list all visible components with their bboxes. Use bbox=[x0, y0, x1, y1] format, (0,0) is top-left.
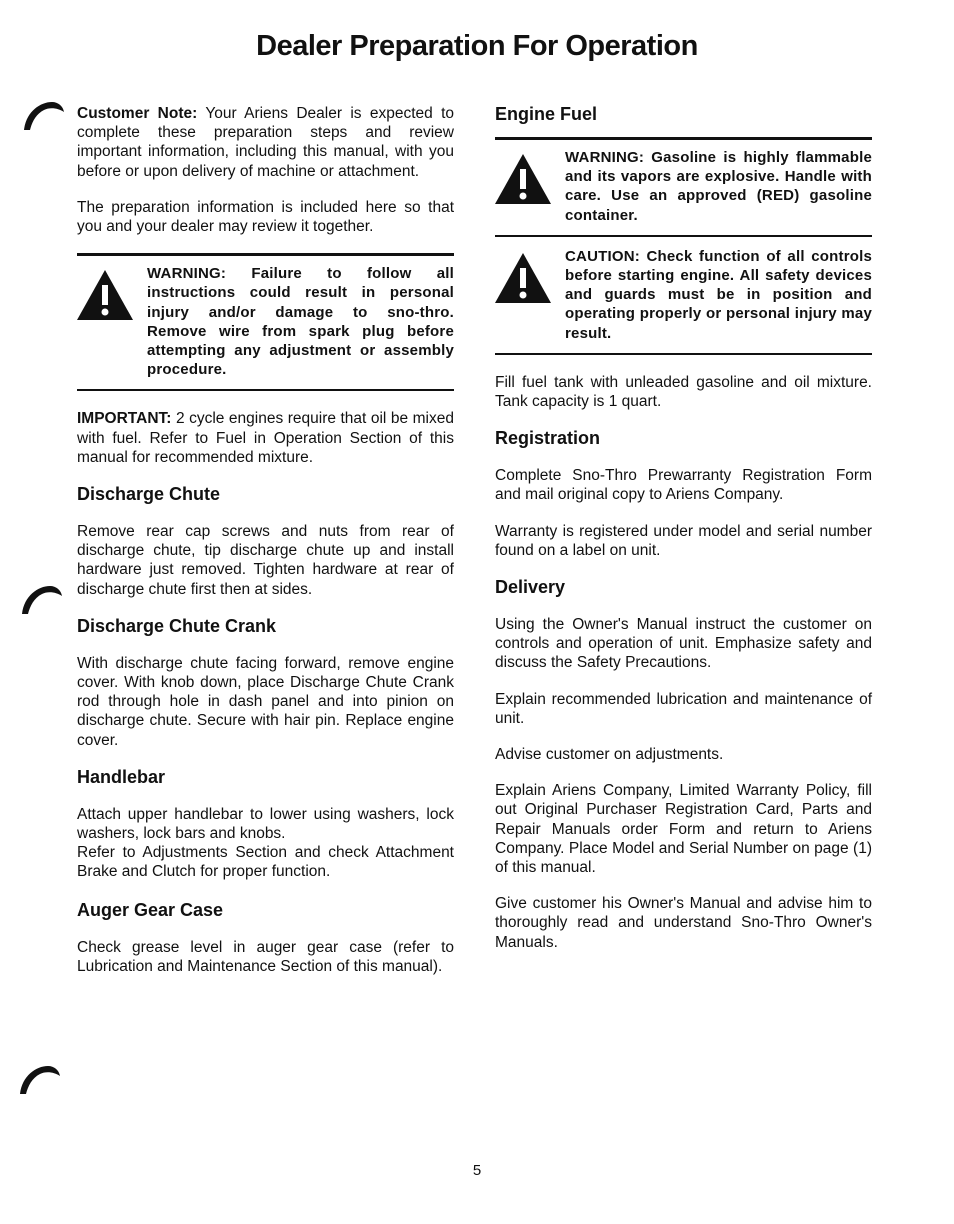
warning-triangle-icon bbox=[495, 247, 565, 308]
delivery-text-2: Explain recommended lubrication and maintenance of unit. bbox=[495, 690, 872, 727]
prep-info-paragraph: The preparation information is included here so that you and your dealer may review it together. bbox=[77, 198, 454, 236]
handlebar-text-1: Attach upper handlebar to lower using washers, lock washers, lock bars and knobs. bbox=[77, 805, 454, 843]
left-column bbox=[77, 104, 454, 993]
handlebar-text bbox=[77, 805, 454, 882]
page-title: Dealer Preparation For Operation bbox=[256, 30, 698, 62]
delivery-text-4: Explain Ariens Company, Limited Warranty Policy, fill out Original Purchaser Registration Card, Parts and Repair Manuals order Form and return to Ariens Company. Place Model and Serial Number on page (1) of this manual. bbox=[495, 782, 872, 877]
auger-gear-case-heading: Auger Gear Case bbox=[77, 899, 224, 920]
binder-mark-icon bbox=[18, 1062, 62, 1096]
warning-triangle-icon bbox=[495, 148, 565, 209]
page-number: 5 bbox=[472, 1162, 482, 1179]
fuel-warning-box bbox=[495, 137, 872, 235]
registration-text-1: Complete Sno-Thro Prewarranty Registration Form and mail original copy to Ariens Company. bbox=[495, 467, 872, 504]
discharge-chute-text: Remove rear cap screws and nuts from rear of discharge chute, tip discharge chute up and install hardware just removed. Tighten hardware at rear of discharge chute first then at sides. bbox=[77, 523, 454, 598]
discharge-chute-crank-heading: Discharge Chute Crank bbox=[77, 615, 277, 636]
registration-text-2: Warranty is registered under model and serial number found on a label on unit. bbox=[495, 522, 872, 559]
customer-note-label: Customer Note: bbox=[77, 105, 198, 122]
auger-gear-case-text: Check grease level in auger gear case (refer to Lubrication and Maintenance Section of this manual). bbox=[77, 938, 454, 975]
binder-mark-icon bbox=[22, 98, 66, 132]
delivery-text-1: Using the Owner's Manual instruct the customer on controls and operation of unit. Emphasize safety and discuss the Safety Precautions. bbox=[495, 616, 872, 672]
customer-note-text: Your Ariens Dealer is expected to complete these preparation steps and review important information, including this manual, with you before or upon delivery of machine or attachment. bbox=[77, 105, 455, 180]
fuel-warning-text: WARNING: Gasoline is highly flammable and its vapors are explosive. Handle with care. Use an approved (RED) gasoline container. bbox=[565, 149, 872, 224]
important-note bbox=[77, 409, 454, 467]
important-text: 2 cycle engines require that oil be mixed with fuel. Refer to Fuel in Operation Section of this manual for recommended mixture. bbox=[77, 410, 454, 466]
delivery-heading: Delivery bbox=[495, 577, 566, 598]
binder-mark-icon bbox=[20, 582, 64, 616]
warning-text: WARNING: Failure to follow all instructions could result in personal injury and/or damage to sno-thro. Remove wire from spark plug before attempting any adjustment or assembly procedure. bbox=[147, 265, 454, 379]
caution-text: CAUTION: Check function of all controls before starting engine. All safety devices and guards must be in position and operating properly or personal injury may result. bbox=[565, 247, 872, 342]
discharge-chute-crank-text: With discharge chute facing forward, remove engine cover. With knob down, place Discharge Chute Crank rod through hole in dash panel and into pinion on discharge chute. Secure with hair pin. Replace engine cover. bbox=[77, 654, 454, 749]
warning-box bbox=[77, 253, 454, 391]
engine-fuel-text: Fill fuel tank with unleaded gasoline and oil mixture. Tank capacity is 1 quart. bbox=[495, 373, 872, 411]
engine-fuel-heading: Engine Fuel bbox=[495, 104, 598, 124]
right-column bbox=[495, 104, 872, 969]
caution-box bbox=[495, 235, 872, 355]
handlebar-text-2: Refer to Adjustments Section and check Attachment Brake and Clutch for proper function. bbox=[77, 844, 454, 881]
delivery-text-3: Advise customer on adjustments. bbox=[495, 746, 724, 764]
important-label: IMPORTANT: bbox=[77, 410, 172, 428]
handlebar-heading: Handlebar bbox=[77, 766, 166, 787]
registration-heading: Registration bbox=[495, 428, 601, 449]
customer-note bbox=[77, 104, 454, 181]
warning-triangle-icon bbox=[77, 264, 147, 325]
discharge-chute-heading: Discharge Chute bbox=[77, 484, 221, 505]
delivery-text-5: Give customer his Owner's Manual and advise him to thoroughly read and understand Sno-Thro Owner's Manuals. bbox=[495, 895, 872, 951]
